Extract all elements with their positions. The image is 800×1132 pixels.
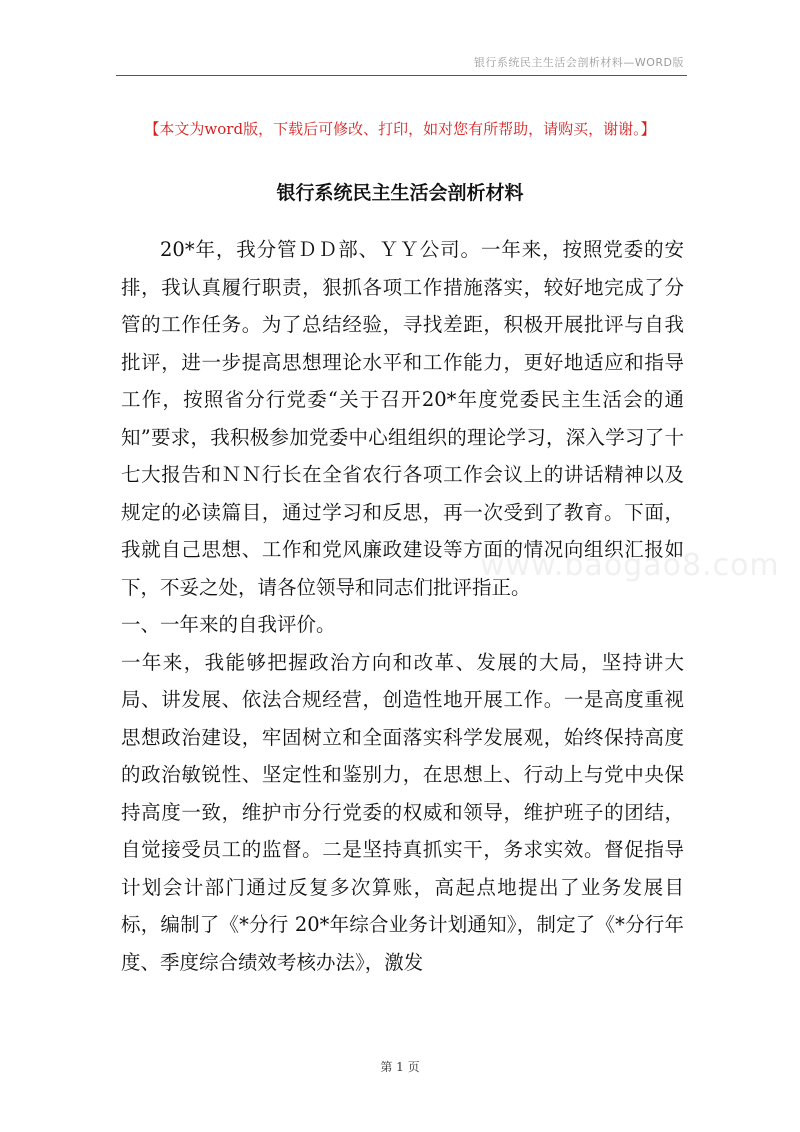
running-header: 银行系统民主生活会剖析材料—WORD版 [473, 56, 684, 69]
body-paragraph: 一年来，我能够把握政治方向和改革、发展的大局，坚持讲大局、讲发展、依法合规经营，创造性地开展工作。一是高度重视思想政治建设，牢固树立和全面落实科学发展观，始终保持高度的政治敏锐性、坚定性和鉴别力，在思想上、行动上与党中央保持高度一致，维护市分行党委的权威和领导，维护班子的团结，自觉接受员工的监督。二是坚持真抓实干，务求实效。督促指导计划会计部门通过反复多次算账，高起点地提出了业务发展目标，编制了《*分行 20*年综合业务计划通知》，制定了《*分行年度、季度综合绩效考核办法》，激发 [121, 650, 684, 974]
page-number: 第 1 页 [380, 1060, 420, 1074]
header-divider [116, 75, 687, 76]
intro-paragraph: 20*年，我分管ＤＤ部、ＹＹ公司。一年来，按照党委的安排，我认真履行职责，狠抓各项工作措施落实，较好地完成了分管的工作任务。为了总结经验，寻找差距，积极开展批评与自我批评，进一步提高思想理论水平和工作能力，更好地适应和指导工作，按照省分行党委“关于召开20*年度党委民主生活会的通知”要求，我积极参加党委中心组组织的理论学习，深入学习了十七大报告和ＮＮ行长在全省农行各项工作会议上的讲话精神以及规定的必读篇目，通过学习和反思，再一次受到了教育。下面，我就自己思想、工作和党风廉政建设等方面的情况向组织汇报如下，不妥之处，请各位领导和同志们批评指正。 [121, 238, 684, 599]
watermark: www.baogao8.com [480, 548, 780, 583]
document-title: 银行系统民主生活会剖析材料 [276, 182, 524, 204]
section-heading: 一、一年来的自我评价。 [121, 613, 336, 636]
purchase-notice: 【本文为word版，下载后可修改、打印，如对您有所帮助，请购买，谢谢。】 [144, 120, 656, 138]
document-body [121, 231, 684, 981]
